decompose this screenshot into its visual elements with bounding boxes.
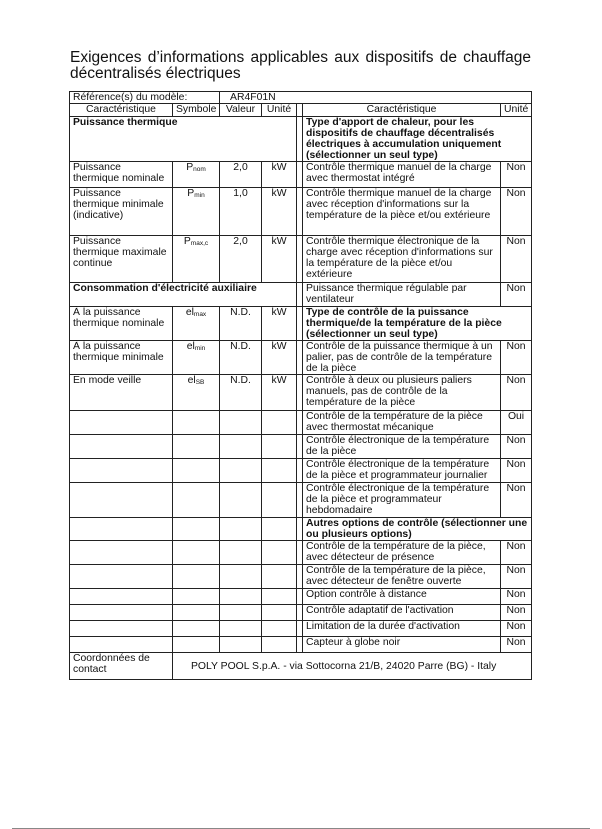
row-label: Contrôle électronique de la température de la pièce et programmateur journalier — [303, 459, 501, 483]
row-value: Non — [501, 589, 532, 605]
header-characteristic: Caractéristique — [70, 104, 173, 117]
table-row — [70, 637, 532, 653]
information-requirements-table — [69, 91, 532, 680]
row-unit: kW — [262, 162, 297, 188]
row-value: Non — [501, 637, 532, 653]
row-value: Non — [501, 483, 532, 518]
row-value: Oui — [501, 411, 532, 435]
row-value: Non — [501, 236, 532, 283]
row-value: Non — [501, 341, 532, 375]
row-value: N.D. — [220, 341, 262, 375]
row-label: Limitation de la durée d'activation — [303, 621, 501, 637]
row-label: Contrôle thermique électronique de la charge avec réception d'informations sur la température de la pièce et/ou extérieure — [303, 236, 501, 283]
row-symbol: $P_{max,c}$ — [173, 236, 220, 283]
row-label: Contrôle de la température de la pièce, avec détecteur de présence — [303, 541, 501, 565]
table-row — [70, 188, 532, 236]
model-row — [70, 92, 532, 104]
row-value: Non — [501, 565, 532, 589]
table-row — [70, 162, 532, 188]
row-label: Puissance thermique minimale (indicative) — [70, 188, 173, 236]
header-row — [70, 104, 532, 117]
table-row — [70, 518, 532, 541]
row-value: Non — [501, 621, 532, 637]
table-row — [70, 307, 532, 341]
section-control-type: Type de contrôle de la puissance thermique/de la température de la pièce (sélectionner un seul type) — [303, 307, 532, 341]
row-unit: kW — [262, 341, 297, 375]
row-symbol: $el_{min}$ — [173, 341, 220, 375]
table-row — [70, 565, 532, 589]
row-label: Contrôle à deux ou plusieurs paliers manuels, pas de contrôle de la température de la pièce — [303, 375, 501, 411]
section-heat-input-type: Type d'apport de chaleur, pour les dispositifs de chauffage décentralisés électriques à accumulation uniquement (sélectionner un seul type) — [303, 117, 532, 162]
row-label: Contrôle de la puissance thermique à un palier, pas de contrôle de la température de la pièce — [303, 341, 501, 375]
model-label: Référence(s) du modèle: — [70, 92, 220, 104]
contact-label: Coordonnées de contact — [70, 653, 173, 680]
table-row — [70, 541, 532, 565]
row-label: Contrôle thermique manuel de la charge avec réception d'informations sur la température de la pièce et/ou extérieure — [303, 188, 501, 236]
table-row — [70, 341, 532, 375]
table-row — [70, 435, 532, 459]
page-edge-divider — [12, 825, 590, 829]
row-value: Non — [501, 459, 532, 483]
row-symbol: $P_{min}$ — [173, 188, 220, 236]
row-value: Non — [501, 188, 532, 236]
row-value: Non — [501, 435, 532, 459]
table-row — [70, 283, 532, 307]
row-unit: kW — [262, 307, 297, 341]
row-value: N.D. — [220, 375, 262, 411]
row-value: Non — [501, 162, 532, 188]
row-label: Contrôle thermique manuel de la charge avec thermostat intégré — [303, 162, 501, 188]
row-symbol: $P_{nom}$ — [173, 162, 220, 188]
row-label: Contrôle de la température de la pièce, avec détecteur de fenêtre ouverte — [303, 565, 501, 589]
row-label: Capteur à globe noir — [303, 637, 501, 653]
row-unit: kW — [262, 188, 297, 236]
table-row — [70, 117, 532, 162]
table-row — [70, 375, 532, 411]
row-unit: kW — [262, 236, 297, 283]
row-value: Non — [501, 541, 532, 565]
table-row — [70, 621, 532, 637]
table-row — [70, 589, 532, 605]
row-label: Contrôle adaptatif de l'activation — [303, 605, 501, 621]
contact-row — [70, 653, 532, 680]
section-aux-consumption: Consommation d'électricité auxiliaire — [70, 283, 297, 307]
header-right-unit: Unité — [501, 104, 532, 117]
row-label: Option contrôle à distance — [303, 589, 501, 605]
row-value: 2,0 — [220, 162, 262, 188]
page-title: Exigences d’informations applicables aux dispositifs de chauffage décentralisés électriques — [70, 49, 531, 82]
table-row — [70, 236, 532, 283]
row-label: Puissance thermique nominale — [70, 162, 173, 188]
section-heat-output: Puissance thermique — [70, 117, 297, 162]
row-value: 1,0 — [220, 188, 262, 236]
row-label: Puissance thermique régulable par ventilateur — [303, 283, 501, 307]
header-right-characteristic: Caractéristique — [303, 104, 501, 117]
header-value: Valeur — [220, 104, 262, 117]
row-unit: kW — [262, 375, 297, 411]
row-value: N.D. — [220, 307, 262, 341]
row-value: Non — [501, 375, 532, 411]
row-value: Non — [501, 605, 532, 621]
header-symbol: Symbole — [173, 104, 220, 117]
row-symbol: $el_{SB}$ — [173, 375, 220, 411]
row-label: Puissance thermique maximale continue — [70, 236, 173, 283]
contact-value: POLY POOL S.p.A. - via Sottocorna 21/B, 24020 Parre (BG) - Italy — [173, 653, 532, 680]
row-value: 2,0 — [220, 236, 262, 283]
header-unit: Unité — [262, 104, 297, 117]
table-row — [70, 459, 532, 483]
row-label: À la puissance thermique nominale — [70, 307, 173, 341]
row-label: Contrôle électronique de la température de la pièce et programmateur hebdomadaire — [303, 483, 501, 518]
table-row — [70, 483, 532, 518]
row-value: Non — [501, 283, 532, 307]
model-value: AR4F01N — [220, 92, 532, 104]
row-label: En mode veille — [70, 375, 173, 411]
row-label: Contrôle électronique de la température de la pièce — [303, 435, 501, 459]
row-symbol: $el_{max}$ — [173, 307, 220, 341]
section-other-controls: Autres options de contrôle (sélectionner une ou plusieurs options) — [303, 518, 532, 541]
row-label: À la puissance thermique minimale — [70, 341, 173, 375]
row-label: Contrôle de la température de la pièce avec thermostat mécanique — [303, 411, 501, 435]
table-row — [70, 411, 532, 435]
table-row — [70, 605, 532, 621]
